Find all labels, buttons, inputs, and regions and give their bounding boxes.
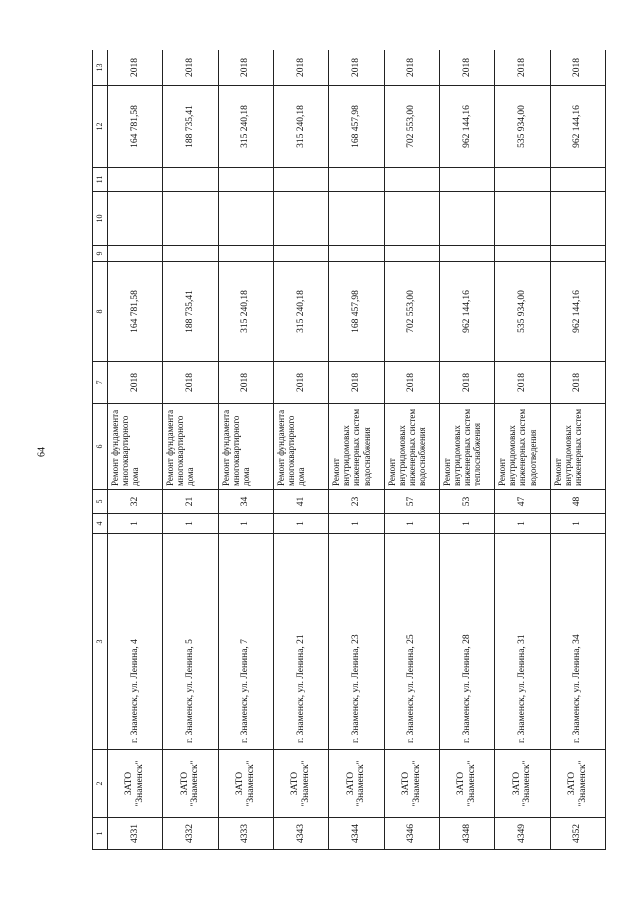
table-row — [163, 50, 218, 850]
address-cell: г. Знаменск, ул. Ленина, 5 — [163, 534, 218, 750]
column-4-cell: 1 — [550, 514, 605, 534]
municipality-cell: ЗАТО "Знаменск" — [495, 750, 550, 818]
cost-cell: 962 144,16 — [550, 262, 605, 362]
column-7-cell: 2018 — [273, 362, 328, 404]
row-number-cell: 4349 — [495, 818, 550, 850]
column-11-cell — [439, 168, 494, 192]
address-cell: г. Знаменск, ул. Ленина, 34 — [550, 534, 605, 750]
table-row — [329, 50, 384, 850]
address-cell: г. Знаменск, ул. Ленина, 31 — [495, 534, 550, 750]
column-11-cell — [273, 168, 328, 192]
total-cell: 188 735,41 — [163, 86, 218, 168]
column-10-cell — [439, 192, 494, 246]
municipality-cell: ЗАТО "Знаменск" — [218, 750, 273, 818]
column-9-cell — [218, 246, 273, 262]
column-7-cell: 2018 — [218, 362, 273, 404]
column-11-cell — [329, 168, 384, 192]
total-cell: 962 144,16 — [439, 86, 494, 168]
cost-cell: 315 240,18 — [218, 262, 273, 362]
column-10-cell — [108, 192, 163, 246]
table-row — [108, 50, 163, 850]
work-type-cell: Ремонт фундамента многоквартирного дома — [108, 404, 163, 490]
column-5-cell: 47 — [495, 490, 550, 514]
column-9-cell — [329, 246, 384, 262]
year-cell: 2018 — [163, 50, 218, 86]
column-9-cell — [495, 246, 550, 262]
column-10-cell — [163, 192, 218, 246]
table-row — [273, 50, 328, 850]
column-9-cell — [163, 246, 218, 262]
total-cell: 535 934,00 — [495, 86, 550, 168]
municipality-cell: ЗАТО "Знаменск" — [108, 750, 163, 818]
column-5-cell: 32 — [108, 490, 163, 514]
work-type-cell: Ремонт внутридомовых инженерных систем теплоснабжения — [439, 404, 494, 490]
column-4-cell: 1 — [439, 514, 494, 534]
table-body — [108, 50, 606, 850]
column-number-11: 11 — [93, 168, 108, 192]
column-number-6: 6 — [93, 404, 108, 490]
column-10-cell — [384, 192, 439, 246]
work-type-cell: Ремонт внутридомовых инженерных систем — [550, 404, 605, 490]
address-cell: г. Знаменск, ул. Ленина, 7 — [218, 534, 273, 750]
cost-cell: 962 144,16 — [439, 262, 494, 362]
row-number-cell: 4332 — [163, 818, 218, 850]
row-number-cell: 4331 — [108, 818, 163, 850]
row-number-cell: 4348 — [439, 818, 494, 850]
column-number-12: 12 — [93, 86, 108, 168]
table-row — [439, 50, 494, 850]
work-type-cell: Ремонт внутридомовых инженерных систем водоснабжения — [384, 404, 439, 490]
column-number-1: 1 — [93, 818, 108, 850]
table-row — [384, 50, 439, 850]
column-9-cell — [108, 246, 163, 262]
address-cell: г. Знаменск, ул. Ленина, 4 — [108, 534, 163, 750]
column-9-cell — [273, 246, 328, 262]
column-4-cell: 1 — [495, 514, 550, 534]
municipality-cell: ЗАТО "Знаменск" — [329, 750, 384, 818]
column-11-cell — [495, 168, 550, 192]
work-type-cell: Ремонт фундамента многоквартирного дома — [218, 404, 273, 490]
work-type-cell: Ремонт внутридомовых инженерных систем водоснабжения — [329, 404, 384, 490]
total-cell: 702 553,00 — [384, 86, 439, 168]
page-number: 64 — [36, 447, 48, 457]
column-5-cell: 23 — [329, 490, 384, 514]
column-number-7: 7 — [93, 362, 108, 404]
column-4-cell: 1 — [108, 514, 163, 534]
column-number-5: 5 — [93, 490, 108, 514]
column-7-cell: 2018 — [495, 362, 550, 404]
total-cell: 962 144,16 — [550, 86, 605, 168]
municipality-cell: ЗАТО "Знаменск" — [384, 750, 439, 818]
municipality-cell: ЗАТО "Знаменск" — [273, 750, 328, 818]
year-cell: 2018 — [384, 50, 439, 86]
column-4-cell: 1 — [218, 514, 273, 534]
column-7-cell: 2018 — [329, 362, 384, 404]
total-cell: 315 240,18 — [218, 86, 273, 168]
address-cell: г. Знаменск, ул. Ленина, 25 — [384, 534, 439, 750]
document-table-container — [92, 50, 606, 850]
column-10-cell — [550, 192, 605, 246]
column-11-cell — [384, 168, 439, 192]
table-row — [495, 50, 550, 850]
address-cell: г. Знаменск, ул. Ленина, 23 — [329, 534, 384, 750]
column-7-cell: 2018 — [384, 362, 439, 404]
column-10-cell — [329, 192, 384, 246]
column-11-cell — [218, 168, 273, 192]
year-cell: 2018 — [108, 50, 163, 86]
row-number-cell: 4333 — [218, 818, 273, 850]
row-number-cell: 4343 — [273, 818, 328, 850]
column-number-row — [93, 50, 108, 850]
column-number-10: 10 — [93, 192, 108, 246]
work-type-cell: Ремонт фундамента многоквартирного дома — [273, 404, 328, 490]
municipality-cell: ЗАТО "Знаменск" — [163, 750, 218, 818]
row-number-cell: 4344 — [329, 818, 384, 850]
row-number-cell: 4352 — [550, 818, 605, 850]
column-4-cell: 1 — [384, 514, 439, 534]
column-9-cell — [439, 246, 494, 262]
column-5-cell: 41 — [273, 490, 328, 514]
cost-cell: 188 735,41 — [163, 262, 218, 362]
column-number-13: 13 — [93, 50, 108, 86]
column-4-cell: 1 — [163, 514, 218, 534]
address-cell: г. Знаменск, ул. Ленина, 21 — [273, 534, 328, 750]
column-7-cell: 2018 — [439, 362, 494, 404]
work-type-cell: Ремонт фундамента многоквартирного дома — [163, 404, 218, 490]
cost-cell: 168 457,98 — [329, 262, 384, 362]
column-number-8: 8 — [93, 262, 108, 362]
column-7-cell: 2018 — [163, 362, 218, 404]
cost-cell: 164 781,58 — [108, 262, 163, 362]
column-number-9: 9 — [93, 246, 108, 262]
column-10-cell — [273, 192, 328, 246]
work-type-cell: Ремонт внутридомовых инженерных систем водоотведения — [495, 404, 550, 490]
cost-cell: 535 934,00 — [495, 262, 550, 362]
row-number-cell: 4346 — [384, 818, 439, 850]
column-number-4: 4 — [93, 514, 108, 534]
column-5-cell: 21 — [163, 490, 218, 514]
capital-repair-table — [92, 50, 606, 850]
address-cell: г. Знаменск, ул. Ленина, 28 — [439, 534, 494, 750]
column-11-cell — [163, 168, 218, 192]
year-cell: 2018 — [550, 50, 605, 86]
total-cell: 164 781,58 — [108, 86, 163, 168]
year-cell: 2018 — [218, 50, 273, 86]
municipality-cell: ЗАТО "Знаменск" — [550, 750, 605, 818]
column-10-cell — [495, 192, 550, 246]
table-row — [218, 50, 273, 850]
column-4-cell: 1 — [329, 514, 384, 534]
column-4-cell: 1 — [273, 514, 328, 534]
column-5-cell: 34 — [218, 490, 273, 514]
year-cell: 2018 — [495, 50, 550, 86]
column-5-cell: 53 — [439, 490, 494, 514]
cost-cell: 702 553,00 — [384, 262, 439, 362]
column-7-cell: 2018 — [550, 362, 605, 404]
column-number-3: 3 — [93, 534, 108, 750]
municipality-cell: ЗАТО "Знаменск" — [439, 750, 494, 818]
table-row — [550, 50, 605, 850]
year-cell: 2018 — [329, 50, 384, 86]
column-11-cell — [550, 168, 605, 192]
total-cell: 315 240,18 — [273, 86, 328, 168]
column-7-cell: 2018 — [108, 362, 163, 404]
year-cell: 2018 — [273, 50, 328, 86]
column-9-cell — [550, 246, 605, 262]
cost-cell: 315 240,18 — [273, 262, 328, 362]
year-cell: 2018 — [439, 50, 494, 86]
column-5-cell: 48 — [550, 490, 605, 514]
column-10-cell — [218, 192, 273, 246]
column-9-cell — [384, 246, 439, 262]
column-11-cell — [108, 168, 163, 192]
total-cell: 168 457,98 — [329, 86, 384, 168]
column-5-cell: 57 — [384, 490, 439, 514]
column-number-2: 2 — [93, 750, 108, 818]
